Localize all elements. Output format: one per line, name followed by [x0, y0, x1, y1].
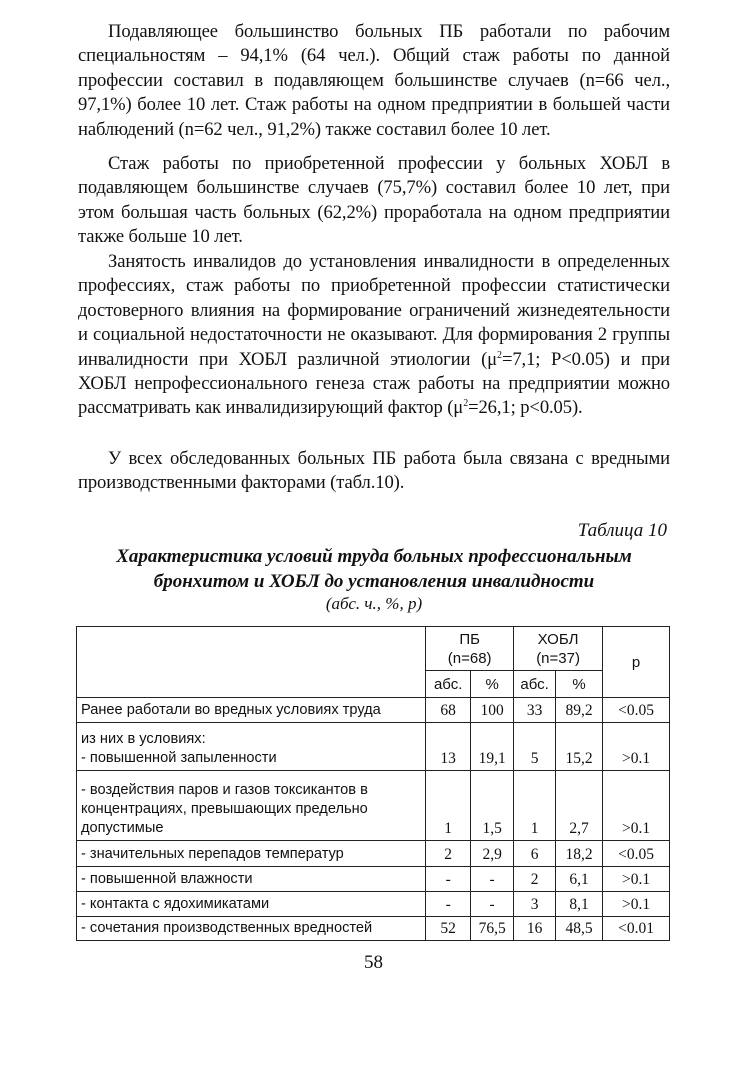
table-header-copd-label: ХОБЛ [537, 630, 579, 648]
table-cell-pb-pct: - [471, 867, 514, 892]
table-row-label: из них в условиях: - повышенной запыленности [77, 723, 426, 771]
table-caption-line-2: бронхитом и ХОБЛ до установления инвалидности [153, 571, 595, 592]
table-row [77, 723, 670, 771]
table-cell-pb-pct: 19,1 [471, 723, 514, 771]
table-cell-p: <0.05 [603, 698, 670, 723]
table-cell-pb-abs: 68 [426, 698, 471, 723]
table-subheader-abs: абс. [426, 671, 471, 698]
table-header-pb-label: ПБ [459, 630, 480, 648]
table-cell-pb-abs: - [426, 867, 471, 892]
paragraph-3 [78, 250, 670, 421]
working-conditions-table [76, 626, 670, 941]
table-cell-p: >0.1 [603, 723, 670, 771]
table-row [77, 917, 670, 941]
table-row [77, 841, 670, 867]
paragraph-3-part-b: =7,1; P<0.05) и при ХОБЛ непрофессионального генеза стаж работы на предприятии можно рассматривать как инвалидизирующий фактор (μ [78, 348, 670, 419]
table-row-label: - значительных перепадов температур [77, 841, 426, 867]
table-cell-cop-pct: 15,2 [556, 723, 603, 771]
table-row-label: - воздействия паров и газов токсикантов в концентрациях, превышающих предельно допустимые [77, 771, 426, 841]
table-units: (абс. ч., %, р) [325, 594, 423, 613]
superscript-2: 2 [497, 349, 502, 361]
table-row [77, 892, 670, 917]
table-cell-cop-abs: 1 [514, 771, 556, 841]
table-cell-pb-pct: - [471, 892, 514, 917]
table-cell-pb-abs: - [426, 892, 471, 917]
table-row-label: - повышенной влажности [77, 867, 426, 892]
table-cell-p: >0.1 [603, 867, 670, 892]
table-subheader-pct: % [556, 671, 603, 698]
table-cell-cop-pct: 2,7 [556, 771, 603, 841]
superscript-2: 2 [463, 398, 469, 410]
table-cell-cop-pct: 48,5 [556, 917, 603, 941]
table-cell-pb-pct: 100 [471, 698, 514, 723]
table-header-empty [77, 627, 426, 698]
table-cell-p: >0.1 [603, 771, 670, 841]
table-cell-cop-pct: 8,1 [556, 892, 603, 917]
table-row-label: - сочетания производственных вредностей [77, 917, 426, 941]
table-row-label: - контакта с ядохимикатами [77, 892, 426, 917]
table-cell-cop-abs: 2 [514, 867, 556, 892]
table-cell-pb-abs: 13 [426, 723, 471, 771]
table-cell-cop-pct: 89,2 [556, 698, 603, 723]
paragraph-3-part-c: =26,1; p<0.05). [468, 397, 583, 419]
table-cell-cop-abs: 6 [514, 841, 556, 867]
table-cell-pb-pct: 76,5 [471, 917, 514, 941]
table-row [77, 867, 670, 892]
table-row [77, 771, 670, 841]
table-cell-cop-abs: 3 [514, 892, 556, 917]
paragraph-3-part-a: Занятость инвалидов до установления инвалидности в определенных профессиях, стаж работы по приобретенной профессии статистически достоверного влияния на формирование ограничений жизнедеятельности и социальной недостаточности не оказывают. Для формирования 2 группы инвалидности при ХОБЛ различной этиологии (μ [78, 251, 670, 370]
table-cell-p: <0.05 [603, 841, 670, 867]
table-cell-cop-abs: 16 [514, 917, 556, 941]
table-number: Таблица 10 [577, 520, 667, 541]
table-cell-cop-abs: 33 [514, 698, 556, 723]
table-header-copd-n: (n=37) [536, 649, 580, 667]
table-cell-cop-pct: 18,2 [556, 841, 603, 867]
table-subheader-abs: абс. [514, 671, 556, 698]
table-header-p: р [603, 627, 670, 698]
table-cell-cop-pct: 6,1 [556, 867, 603, 892]
table-cell-cop-abs: 5 [514, 723, 556, 771]
page-number: 58 [364, 952, 383, 973]
table-cell-pb-pct: 1,5 [471, 771, 514, 841]
paragraph-4: У всех обследованных больных ПБ работа была связана с вредными производственными факторами (табл.10). [78, 448, 670, 494]
table-row-label: Ранее работали во вредных условиях труда [77, 698, 426, 723]
table-cell-p: >0.1 [603, 892, 670, 917]
table-header-pb [426, 627, 514, 671]
table-cell-pb-pct: 2,9 [471, 841, 514, 867]
paragraph-2: Стаж работы по приобретенной профессии у больных ХОБЛ в подавляющем большинстве случаев (75,7%) составил более 10 лет, при этом большая часть больных (62,2%) проработала на одном предприятии также больше 10 лет. [78, 153, 670, 248]
table-cell-p: <0.01 [603, 917, 670, 941]
table-row [77, 698, 670, 723]
table-cell-pb-abs: 1 [426, 771, 471, 841]
table-subheader-pct: % [471, 671, 514, 698]
table-caption [60, 544, 688, 594]
table-header-pb-n: (n=68) [447, 649, 492, 667]
table-header-copd [514, 627, 603, 671]
paragraph-1: Подавляющее большинство больных ПБ работали по рабочим специальностям – 94,1% (64 чел.). Общий стаж работы по данной профессии составил в подавляющем большинстве случаев (n=66 чел., 97,1%) более 10 лет. Стаж работы на одном предприятии в большей части наблюдений (n=62 чел., 91,2%) также составил более 10 лет. [78, 21, 670, 140]
table-cell-pb-abs: 52 [426, 917, 471, 941]
table-cell-pb-abs: 2 [426, 841, 471, 867]
table-caption-line-1: Характеристика условий труда больных профессиональным [116, 546, 632, 567]
